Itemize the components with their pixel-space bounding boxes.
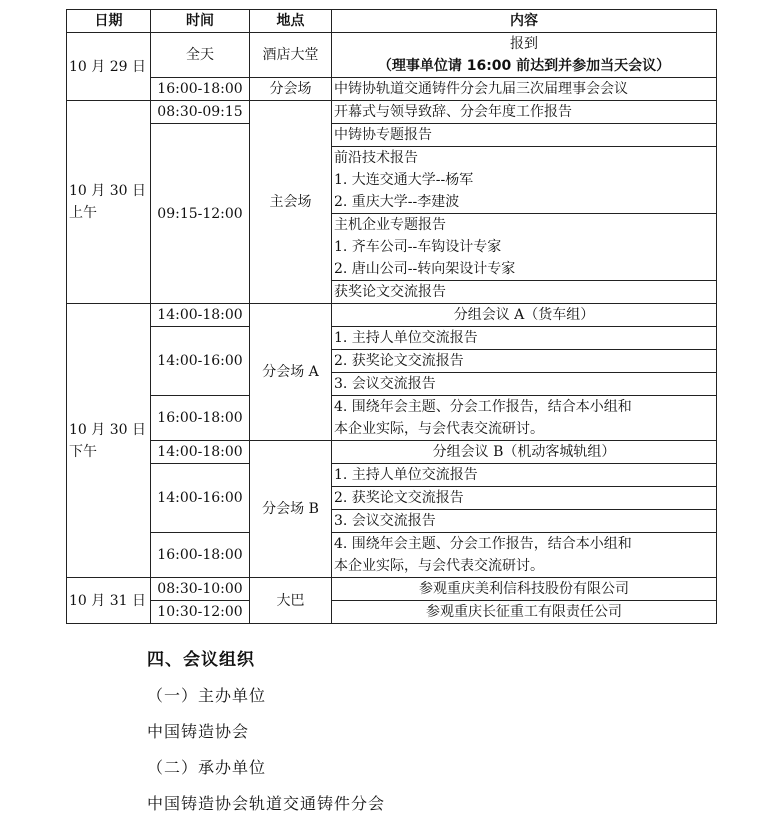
content-cell: 2. 获奖论文交流报告 <box>332 487 717 510</box>
content-cell: 2. 获奖论文交流报告 <box>332 350 717 373</box>
time-cell: 14:00-18:00 <box>151 441 250 464</box>
time-cell: 16:00-18:00 <box>151 396 250 441</box>
date-period: 下午 <box>69 443 97 460</box>
place-cell: 大巴 <box>250 578 332 624</box>
content-cell <box>332 33 717 78</box>
time-cell: 14:00-18:00 <box>151 304 250 327</box>
header-date: 日期 <box>67 10 151 33</box>
section-heading: 四、会议组织 <box>147 650 255 670</box>
host-subheading: （二）承办单位 <box>147 758 267 777</box>
content-cell <box>332 214 717 281</box>
content-line: 4. 围绕年会主题、分会工作报告，结合本小组和 <box>334 399 632 415</box>
content-line: 1. 大连交通大学--杨军 <box>334 172 474 188</box>
time-cell: 全天 <box>151 33 250 78</box>
header-place: 地点 <box>250 10 332 33</box>
table-row <box>67 304 717 327</box>
place-cell: 分会场 B <box>250 441 332 578</box>
header-time: 时间 <box>151 10 250 33</box>
time-cell: 09:15-12:00 <box>151 124 250 304</box>
place-cell: 酒店大堂 <box>250 33 332 78</box>
time-cell: 08:30-09:15 <box>151 101 250 124</box>
organizer-name: 中国铸造协会 <box>147 722 250 741</box>
date-cell <box>67 304 151 578</box>
content-cell: 3. 会议交流报告 <box>332 510 717 533</box>
table-row <box>67 124 717 147</box>
table-row <box>67 464 717 487</box>
content-line: 4. 围绕年会主题、分会工作报告，结合本小组和 <box>334 536 632 552</box>
content-cell: 1. 主持人单位交流报告 <box>332 464 717 487</box>
time-cell: 14:00-16:00 <box>151 464 250 533</box>
content-line: 2. 唐山公司--转向架设计专家 <box>334 261 516 277</box>
checkin-label: 报到 <box>510 36 538 52</box>
date-line: 10 月 30 日 <box>69 421 146 438</box>
place-cell: 主会场 <box>250 101 332 304</box>
content-cell: 参观重庆长征重工有限责任公司 <box>332 601 717 624</box>
content-cell <box>332 533 717 578</box>
date-line: 10 月 30 日 <box>69 183 146 199</box>
content-cell: 中铸协轨道交通铸件分会九届三次届理事会会议 <box>332 78 717 101</box>
schedule-table <box>66 9 717 624</box>
date-cell: 10 月 29 日 <box>67 33 151 101</box>
content-line: 本企业实际，与会代表交流研讨。 <box>334 421 544 437</box>
date-period: 上午 <box>69 205 97 221</box>
content-line: 2. 重庆大学--李建波 <box>334 194 460 210</box>
content-cell: 开幕式与领导致辞、分会年度工作报告 <box>332 101 717 124</box>
table-row <box>67 578 717 601</box>
time-cell: 10:30-12:00 <box>151 601 250 624</box>
content-line: 主机企业专题报告 <box>334 217 446 233</box>
table-row <box>67 327 717 350</box>
content-line: 1. 齐车公司--车钩设计专家 <box>334 239 502 255</box>
content-cell <box>332 147 717 214</box>
place-cell: 分会场 A <box>250 304 332 441</box>
content-cell: 3. 会议交流报告 <box>332 373 717 396</box>
table-row <box>67 33 717 78</box>
checkin-note: （理事单位请 16:00 前达到并参加当天会议） <box>377 58 671 74</box>
content-cell: 1. 主持人单位交流报告 <box>332 327 717 350</box>
host-name: 中国铸造协会轨道交通铸件分会 <box>147 794 386 813</box>
time-cell: 08:30-10:00 <box>151 578 250 601</box>
content-line: 本企业实际，与会代表交流研讨。 <box>334 558 544 574</box>
date-cell <box>67 101 151 304</box>
date-cell: 10 月 31 日 <box>67 578 151 624</box>
content-cell <box>332 396 717 441</box>
time-cell: 14:00-16:00 <box>151 327 250 396</box>
organizer-subheading: （一）主办单位 <box>147 686 267 705</box>
table-header-row <box>67 10 717 33</box>
table-row <box>67 441 717 464</box>
table-row <box>67 601 717 624</box>
time-cell: 16:00-18:00 <box>151 533 250 578</box>
group-title: 分组会议 A（货车组） <box>332 304 717 327</box>
content-line: 前沿技术报告 <box>334 150 418 166</box>
group-title: 分组会议 B（机动客城轨组） <box>332 441 717 464</box>
table-row <box>67 78 717 101</box>
content-cell: 获奖论文交流报告 <box>332 281 717 304</box>
place-cell: 分会场 <box>250 78 332 101</box>
table-row <box>67 101 717 124</box>
header-content: 内容 <box>332 10 717 33</box>
time-cell: 16:00-18:00 <box>151 78 250 101</box>
content-cell: 中铸协专题报告 <box>332 124 717 147</box>
content-cell: 参观重庆美利信科技股份有限公司 <box>332 578 717 601</box>
